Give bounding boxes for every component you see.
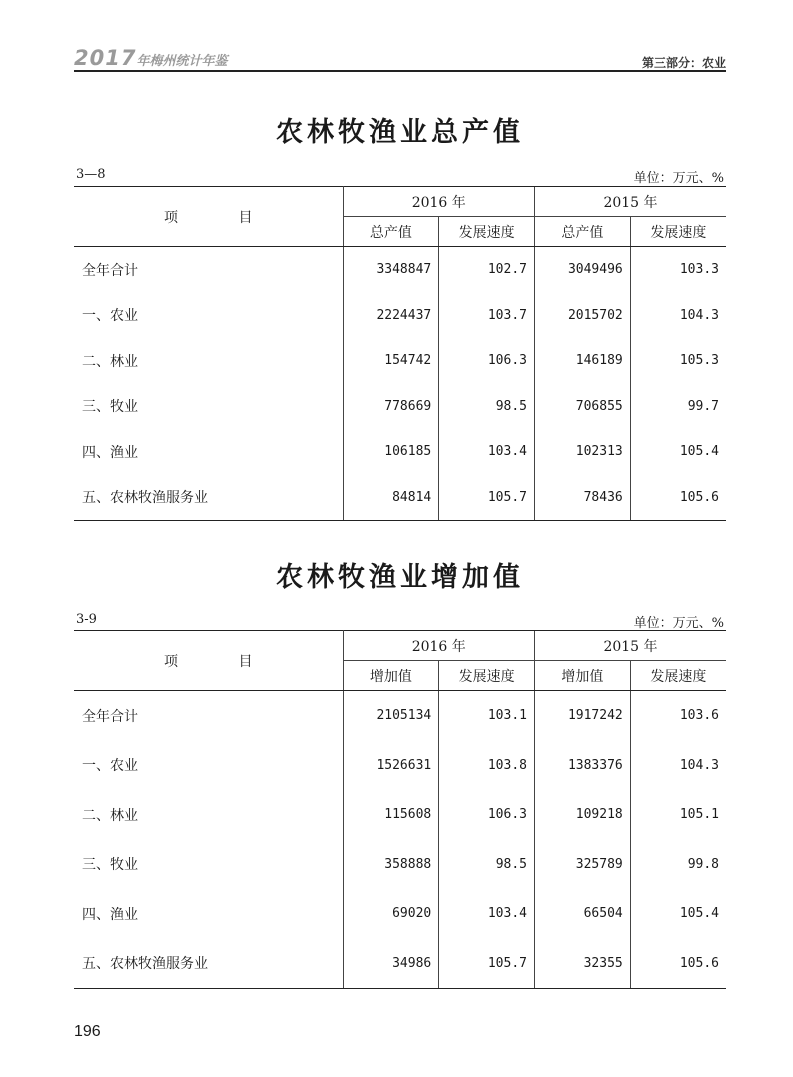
table-row (74, 741, 726, 791)
value-2015: 1917242 (535, 691, 631, 741)
speed-2015: 105.4 (630, 889, 726, 939)
row-label: 二、林业 (82, 353, 138, 370)
value-2016: 1526631 (343, 741, 439, 791)
speed-2015: 104.3 (630, 741, 726, 791)
value-2015: 2015702 (535, 293, 631, 339)
value-2016: 778669 (343, 384, 439, 430)
table-row (74, 939, 726, 989)
table-row (74, 475, 726, 521)
item-header: 项 目 (74, 187, 343, 247)
row-label: 五、农林牧渔服务业 (74, 939, 343, 989)
row-label: 全年合计 (82, 262, 138, 279)
page-number: 196 (74, 1023, 101, 1040)
value-2015: 109218 (535, 790, 631, 840)
speed-2015: 103.6 (630, 691, 726, 741)
speed-2016: 105.7 (439, 939, 535, 989)
row-label: 三、牧业 (82, 857, 138, 874)
item-header: 项 目 (74, 631, 343, 691)
value-added-table (74, 630, 726, 989)
col-header-speed-2016: 发展速度 (439, 217, 535, 247)
speed-2016: 103.8 (439, 741, 535, 791)
table-row (74, 889, 726, 939)
page-header (74, 44, 726, 72)
value-2015: 706855 (535, 384, 631, 430)
row-label: 三、牧业 (82, 399, 138, 416)
yearbook-title (74, 46, 227, 70)
value-2016: 34986 (343, 939, 439, 989)
speed-2015: 105.6 (630, 939, 726, 989)
speed-2016: 105.7 (439, 475, 535, 521)
table-row (74, 384, 726, 430)
value-2016: 2224437 (343, 293, 439, 339)
header-rule (74, 70, 726, 72)
speed-2015: 103.3 (630, 247, 726, 293)
table1-unit: 单位：万元、% (633, 171, 724, 186)
speed-2016: 103.4 (439, 429, 535, 475)
table2-number: 3-9 (76, 612, 97, 627)
speed-2015: 105.4 (630, 429, 726, 475)
col-header-value-2015: 增加值 (535, 661, 631, 691)
gross-output-table (74, 186, 726, 521)
value-2016: 3348847 (343, 247, 439, 293)
value-2016: 69020 (343, 889, 439, 939)
row-label: 一、农业 (82, 308, 138, 325)
value-2016: 106185 (343, 429, 439, 475)
value-2015: 1383376 (535, 741, 631, 791)
table-row (74, 247, 726, 293)
col-header-speed-2015: 发展速度 (630, 661, 726, 691)
col-header-value-2016: 总产值 (343, 217, 439, 247)
table1-meta (74, 167, 726, 185)
speed-2015: 99.8 (630, 840, 726, 890)
table-row (74, 338, 726, 384)
row-label: 二、林业 (82, 807, 138, 824)
value-2015: 3049496 (535, 247, 631, 293)
year-2015-header: 2015 年 (535, 631, 727, 661)
table-row (74, 691, 726, 741)
speed-2016: 106.3 (439, 338, 535, 384)
speed-2015: 104.3 (630, 293, 726, 339)
value-2015: 32355 (535, 939, 631, 989)
table-row (74, 293, 726, 339)
speed-2016: 98.5 (439, 840, 535, 890)
section-label: 第三部分：农业 (641, 56, 726, 70)
value-2016: 2105134 (343, 691, 439, 741)
row-label: 全年合计 (82, 708, 138, 725)
yearbook-name: 年梅州统计年鉴 (136, 54, 228, 69)
row-label: 一、农业 (82, 758, 138, 775)
table1-title: 农林牧渔业总产值 (276, 117, 524, 148)
speed-2016: 106.3 (439, 790, 535, 840)
table-row (74, 840, 726, 890)
col-header-value-2015: 总产值 (535, 217, 631, 247)
speed-2015: 105.6 (630, 475, 726, 521)
row-label: 五、农林牧渔服务业 (74, 475, 343, 521)
speed-2016: 103.4 (439, 889, 535, 939)
table2-meta (74, 612, 726, 630)
table-row (74, 790, 726, 840)
yearbook-year: 2017 (74, 46, 137, 70)
speed-2016: 98.5 (439, 384, 535, 430)
speed-2015: 105.3 (630, 338, 726, 384)
value-2016: 358888 (343, 840, 439, 890)
col-header-speed-2015: 发展速度 (630, 217, 726, 247)
value-2015: 78436 (535, 475, 631, 521)
value-2016: 115608 (343, 790, 439, 840)
speed-2016: 102.7 (439, 247, 535, 293)
col-header-speed-2016: 发展速度 (439, 661, 535, 691)
col-header-value-2016: 增加值 (343, 661, 439, 691)
speed-2015: 99.7 (630, 384, 726, 430)
year-2016-header: 2016 年 (343, 187, 535, 217)
speed-2016: 103.1 (439, 691, 535, 741)
table1-number: 3—8 (76, 167, 106, 182)
speed-2016: 103.7 (439, 293, 535, 339)
value-2015: 66504 (535, 889, 631, 939)
speed-2015: 105.1 (630, 790, 726, 840)
table2-title: 农林牧渔业增加值 (276, 562, 524, 593)
year-2015-header: 2015 年 (535, 187, 727, 217)
row-label: 四、渔业 (82, 906, 138, 923)
value-2016: 84814 (343, 475, 439, 521)
table-row (74, 429, 726, 475)
value-2015: 102313 (535, 429, 631, 475)
row-label: 四、渔业 (82, 444, 138, 461)
value-2015: 146189 (535, 338, 631, 384)
table2-unit: 单位：万元、% (633, 616, 724, 631)
value-2015: 325789 (535, 840, 631, 890)
year-2016-header: 2016 年 (343, 631, 535, 661)
value-2016: 154742 (343, 338, 439, 384)
